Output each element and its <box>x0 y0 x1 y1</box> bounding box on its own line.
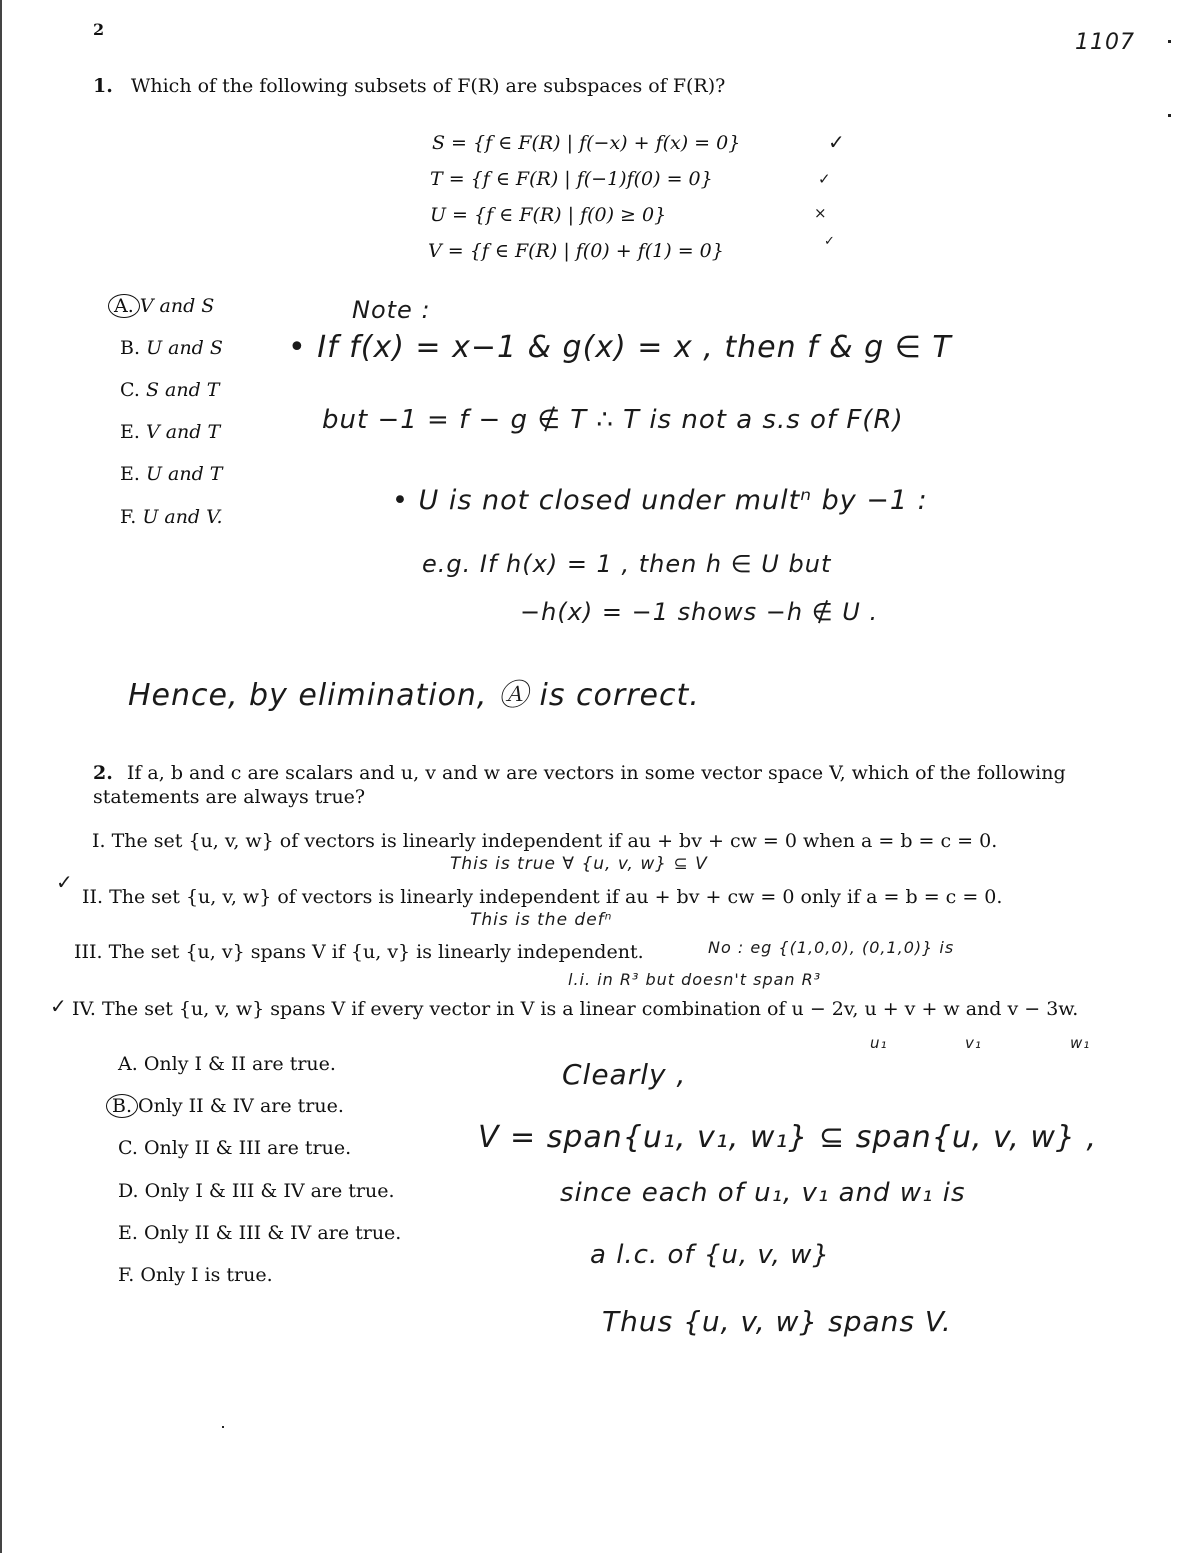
q1-hw-line5: −h(x) = −1 shows −h ∉ U . <box>520 598 879 626</box>
q1-option-c[interactable]: C. S and T <box>120 379 220 401</box>
q1-option-e[interactable]: E. U and T <box>120 463 223 485</box>
q2-question <box>93 762 1066 784</box>
q1-set-u: U = {f ∈ F(R) | f(0) ≥ 0} <box>430 204 667 226</box>
q2-option-b-circled: B. <box>106 1094 138 1118</box>
q2-option-e[interactable]: E. Only II & III & IV are true. <box>118 1222 402 1244</box>
q2-option-b[interactable]: B. Only II & IV are true. <box>106 1094 344 1118</box>
q2-option-f[interactable]: F. Only I is true. <box>118 1264 273 1286</box>
q1-set-t-mark: ✓ <box>818 170 832 188</box>
q2-hw-under-ii: This is the defⁿ <box>470 910 613 930</box>
q1-hw-conclusion: Hence, by elimination, Ⓐ is correct. <box>128 678 700 713</box>
q2-hw-line2: V = span{u₁, v₁, w₁} ⊆ span{u, v, w} , <box>478 1120 1098 1155</box>
q2-number: 2. <box>93 762 113 784</box>
scan-dot <box>1168 114 1171 117</box>
q1-hw-line2: but −1 = f − g ∉ T ∴ T is not a s.s of F(R) <box>322 405 904 435</box>
q2-hw-under-i: This is true ∀ {u, v, w} ⊆ V <box>450 854 708 874</box>
q1-set-v: V = {f ∈ F(R) | f(0) + f(1) = 0} <box>428 240 724 262</box>
q1-hw-line3: • U is not closed under multⁿ by −1 : <box>392 485 928 516</box>
q1-set-s: S = {f ∈ F(R) | f(−x) + f(x) = 0} <box>432 132 741 154</box>
q2-statement-iii: III. The set {u, v} spans V if {u, v} is linearly independent. <box>74 941 644 963</box>
q1-option-b[interactable]: B. U and S <box>120 337 223 359</box>
scan-edge-line <box>0 0 2 1553</box>
q1-option-f[interactable]: F. U and V. <box>120 506 223 528</box>
q2-hw-line5: Thus {u, v, w} spans V. <box>602 1305 952 1338</box>
q1-hw-line1: • If f(x) = x−1 & g(x) = x , then f & g ∈ T <box>288 330 952 365</box>
q1-question-text: Which of the following subsets of F(R) are subspaces of F(R)? <box>130 75 726 97</box>
q2-hw-beside-iii-1: No : eg {(1,0,0), (0,1,0)} is <box>708 938 955 957</box>
q1-hw-note: Note : <box>352 296 431 324</box>
q1-number: 1. <box>93 75 113 97</box>
q2-statement-ii-check: ✓ <box>56 870 74 894</box>
scan-dot <box>1168 40 1171 43</box>
q2-hw-line1: Clearly , <box>562 1058 687 1091</box>
q2-statement-iv: IV. The set {u, v, w} spans V if every vector in V is a linear combination of u − 2v, u + v + w and v − 3w. <box>72 998 1079 1020</box>
q1-set-t: T = {f ∈ F(R) | f(−1)f(0) = 0} <box>430 168 713 190</box>
q2-hw-label-w1: w₁ <box>1070 1034 1091 1052</box>
q1-set-u-mark: × <box>814 204 828 222</box>
q2-statement-ii: II. The set {u, v, w} of vectors is linearly independent if au + bv + cw = 0 only if a = b = c = 0. <box>82 886 1003 908</box>
scan-dot <box>222 1426 224 1428</box>
q2-hw-line3: since each of u₁, v₁ and w₁ is <box>560 1178 966 1208</box>
q2-option-c[interactable]: C. Only II & III are true. <box>118 1137 352 1159</box>
q2-statement-iv-check: ✓ <box>50 994 68 1018</box>
q2-hw-label-v1: v₁ <box>965 1034 982 1052</box>
page-number: 2 <box>93 20 105 39</box>
q2-statement-i: I. The set {u, v, w} of vectors is linearly independent if au + bv + cw = 0 when a = b = c = 0. <box>92 830 998 852</box>
q2-option-a[interactable]: A. Only I & II are true. <box>118 1053 336 1075</box>
q2-hw-line4: a l.c. of {u, v, w} <box>590 1240 830 1270</box>
corner-note: 1107 <box>1075 30 1135 55</box>
q1-option-a[interactable]: A. V and S <box>108 294 214 318</box>
q1-question <box>93 75 725 97</box>
q1-option-d[interactable]: E. V and T <box>120 421 221 443</box>
q2-hw-beside-iii-2: l.i. in R³ but doesn't span R³ <box>568 970 822 989</box>
q2-question-line2: statements are always true? <box>93 786 366 808</box>
q1-option-a-circled: A. <box>108 294 140 318</box>
q1-set-s-mark: ✓ <box>828 130 846 154</box>
q1-set-v-mark: ✓ <box>824 234 836 249</box>
q2-option-d[interactable]: D. Only I & III & IV are true. <box>118 1180 395 1202</box>
q1-hw-line4: e.g. If h(x) = 1 , then h ∈ U but <box>422 550 832 578</box>
q2-hw-label-u1: u₁ <box>870 1034 888 1052</box>
q2-question-line1: If a, b and c are scalars and u, v and w are vectors in some vector space V, which of the following <box>126 762 1066 784</box>
